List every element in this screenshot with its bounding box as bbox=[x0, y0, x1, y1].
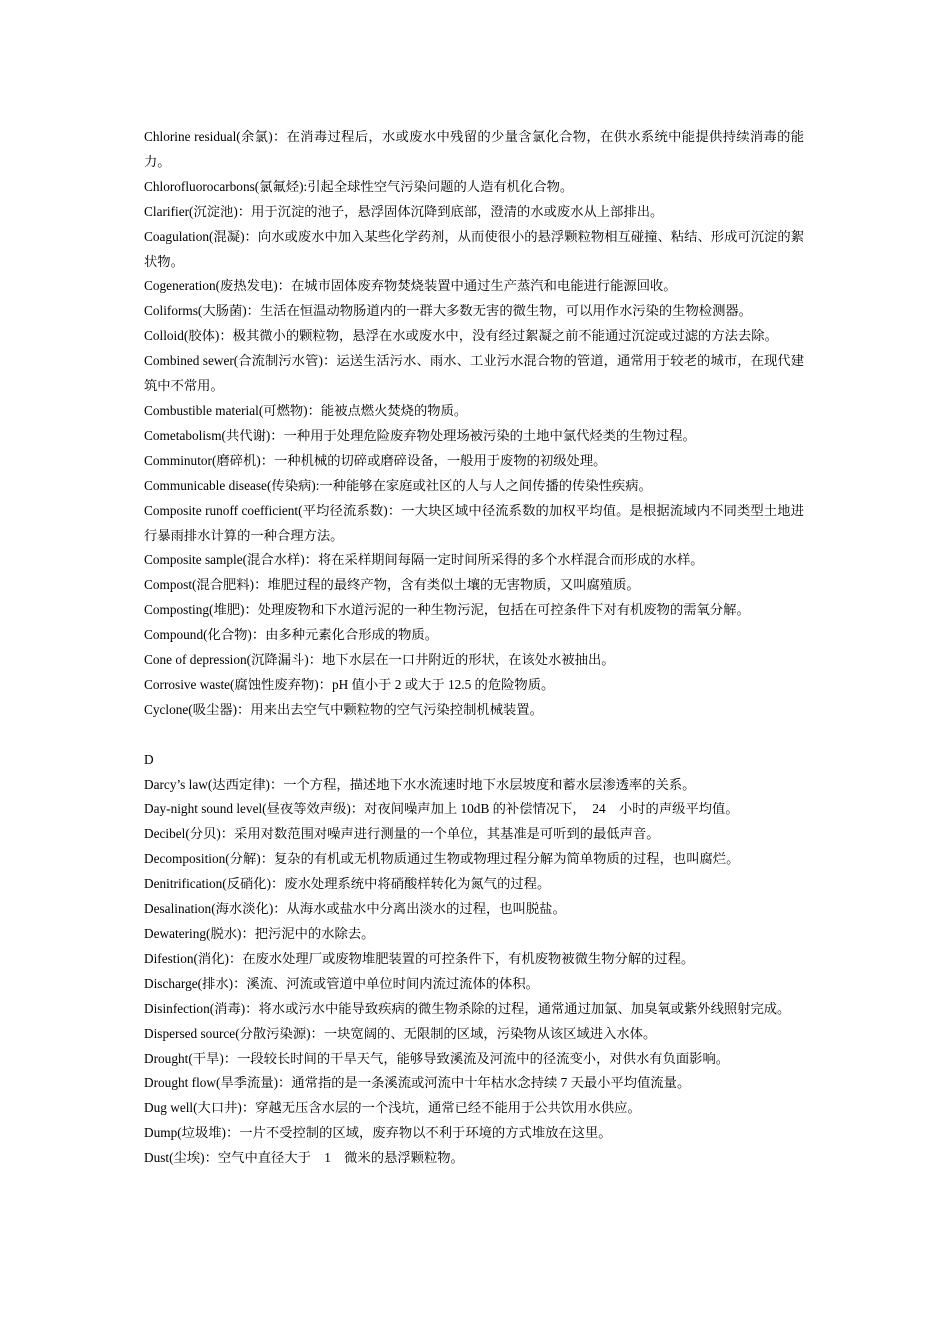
section-spacer bbox=[144, 723, 804, 748]
glossary-entry: Cometabolism(共代谢)：一种用于处理危险废弃物处理场被污染的土地中氯代烃类的生物过程。 bbox=[144, 427, 696, 443]
glossary-entry: Dust(尘埃)：空气中直径大于 1 微米的悬浮颗粒物。 bbox=[144, 1150, 464, 1166]
glossary-entry: Composite runoff coefficient(平均径流系数)：一大块区域中径流系数的加权平均值。是根据流域内不同类型土地进行暴雨排水计算的一种合理方法。 bbox=[144, 502, 804, 543]
glossary-entry: Decibel(分贝)：采用对数范围对噪声进行测量的一个单位，其基准是可听到的最低声音。 bbox=[144, 826, 660, 842]
glossary-entry: Compost(混合肥料)：堆肥过程的最终产物，含有类似土壤的无害物质，又叫腐殖质。 bbox=[144, 577, 640, 593]
glossary-entry: Day-night sound level(昼夜等效声级)：对夜间噪声加上 10dB 的补偿情况下， 24 小时的声级平均值。 bbox=[144, 801, 739, 817]
glossary-entry: Colloid(胶体)：极其微小的颗粒物，悬浮在水或废水中，没有经过絮凝之前不能通过沉淀或过滤的方法去除。 bbox=[144, 328, 778, 344]
glossary-entry: Discharge(排水)：溪流、河流或管道中单位时间内流过流体的体积。 bbox=[144, 975, 539, 991]
glossary-entry: Coagulation(混凝)：向水或废水中加入某些化学药剂，从而使很小的悬浮颗粒物相互碰撞、粘结、形成可沉淀的絮状物。 bbox=[144, 228, 804, 269]
glossary-entry: Dispersed source(分散污染源)：一块宽阔的、无限制的区域，污染物从该区域进入水体。 bbox=[144, 1025, 657, 1041]
glossary-section-c bbox=[144, 125, 804, 723]
glossary-entry: Dump(垃圾堆)：一片不受控制的区域，废弃物以不利于环境的方式堆放在这里。 bbox=[144, 1125, 612, 1141]
glossary-entry: Composite sample(混合水样)：将在采样期间每隔一定时间所采得的多个水样混合而形成的水样。 bbox=[144, 552, 704, 568]
glossary-entry: Darcy’s law(达西定律)：一个方程，描述地下水水流速时地下水层坡度和蓄水层渗透率的关系。 bbox=[144, 776, 696, 792]
glossary-entry: Dewatering(脱水)：把污泥中的水除去。 bbox=[144, 925, 375, 941]
section-heading-d: D bbox=[144, 751, 154, 767]
glossary-entry: Decomposition(分解)：复杂的有机或无机物质通过生物或物理过程分解为简单物质的过程，也叫腐烂。 bbox=[144, 851, 740, 867]
glossary-entry: Clarifier(沉淀池)：用于沉淀的池子，悬浮固体沉降到底部，澄清的水或废水从上部排出。 bbox=[144, 203, 664, 219]
glossary-entry: Cyclone(吸尘器)：用来出去空气中颗粒物的空气污染控制机械装置。 bbox=[144, 701, 543, 717]
glossary-entry: Difestion(消化)：在废水处理厂或废物堆肥装置的可控条件下，有机废物被微生物分解的过程。 bbox=[144, 950, 695, 966]
glossary-entry: Compound(化合物)：由多种元素化合形成的物质。 bbox=[144, 627, 439, 643]
glossary-section-d bbox=[144, 748, 804, 1171]
glossary-entry: Chlorofluorocarbons(氯氟烃):引起全球性空气污染问题的人造有机化合物。 bbox=[144, 178, 574, 194]
glossary-entry: Drought flow(旱季流量)：通常指的是一条溪流或河流中十年枯水念持续 7 天最小平均值流量。 bbox=[144, 1075, 691, 1091]
glossary-entry: Coliforms(大肠菌)：生活在恒温动物肠道内的一群大多数无害的微生物，可以用作水污染的生物检测器。 bbox=[144, 303, 752, 319]
glossary-entry: Combined sewer(合流制污水管)：运送生活污水、雨水、工业污水混合物的管道，通常用于较老的城市，在现代建筑中不常用。 bbox=[144, 353, 804, 394]
glossary-entry: Dug well(大口井)：穿越无压含水层的一个浅坑，通常已经不能用于公共饮用水供应。 bbox=[144, 1100, 641, 1116]
glossary-entry: Chlorine residual(余氯)：在消毒过程后，水或废水中残留的少量含氯化合物，在供水系统中能提供持续消毒的能力。 bbox=[144, 129, 804, 169]
glossary-entry: Combustible material(可燃物)：能被点燃火焚烧的物质。 bbox=[144, 402, 468, 418]
glossary-entry: Communicable disease(传染病):一种能够在家庭或社区的人与人之间传播的传染性疾病。 bbox=[144, 477, 652, 493]
document-page bbox=[144, 125, 804, 1171]
glossary-entry: Drought(干旱)：一段较长时间的干旱天气，能够导致溪流及河流中的径流变小，对供水有负面影响。 bbox=[144, 1050, 730, 1066]
glossary-entry: Comminutor(磨碎机)：一种机械的切碎或磨碎设备，一般用于废物的初级处理。 bbox=[144, 452, 607, 468]
glossary-entry: Cone of depression(沉降漏斗)：地下水层在一口井附近的形状，在该处水被抽出。 bbox=[144, 652, 615, 668]
glossary-entry: Cogeneration(废热发电)：在城市固体废弃物焚烧装置中通过生产蒸汽和电能进行能源回收。 bbox=[144, 278, 677, 294]
glossary-entry: Disinfection(消毒)：将水或污水中能导致疾病的微生物杀除的过程，通常通过加氯、加臭氧或紫外线照射完成。 bbox=[144, 1000, 791, 1016]
glossary-entry: Denitrification(反硝化)：废水处理系统中将硝酸样转化为氮气的过程。 bbox=[144, 876, 551, 892]
glossary-entry: Desalination(海水淡化)：从海水或盐水中分离出淡水的过程，也叫脱盐。 bbox=[144, 901, 566, 917]
glossary-entry: Corrosive waste(腐蚀性废弃物)：pH 值小于 2 或大于 12.5 的危险物质。 bbox=[144, 676, 555, 692]
glossary-entry: Composting(堆肥)：处理废物和下水道污泥的一种生物污泥，包括在可控条件下对有机废物的需氧分解。 bbox=[144, 602, 750, 618]
